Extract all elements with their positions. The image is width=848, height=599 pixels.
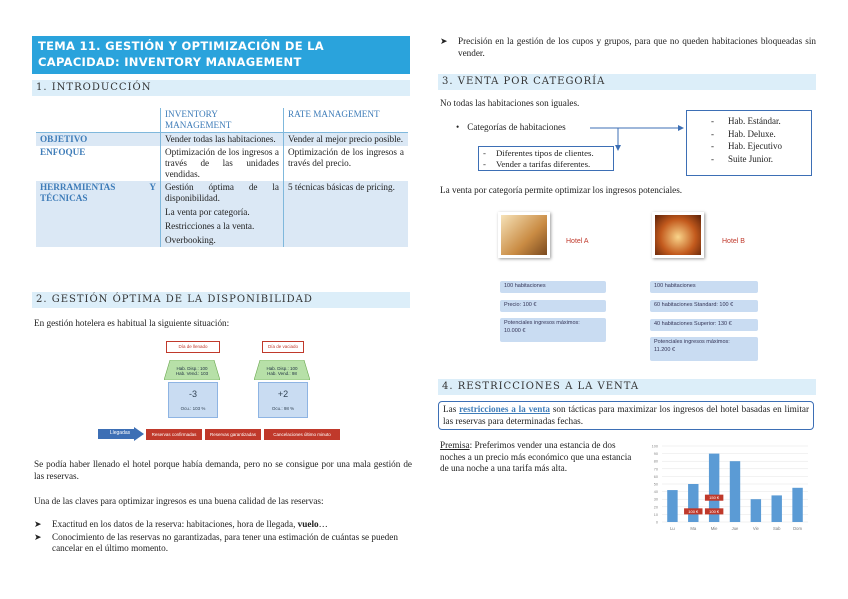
hotel-a-name: Hotel A <box>566 238 589 245</box>
hotel-b-name: Hotel B <box>722 238 745 245</box>
table-header-inventory: INVENTORY MANAGEMENT <box>161 108 284 133</box>
paragraph: No todas las habitaciones son iguales. <box>440 98 580 108</box>
y-tick-label: 70 <box>653 467 658 472</box>
section-heading-restrictions: 4. RESTRICCIONES A LA VENTA <box>438 379 816 395</box>
hotel-a-row: 100 habitaciones <box>500 281 606 293</box>
section-heading-category: 3. VENTA POR CATEGORÍA <box>438 74 816 90</box>
highlight-label: 150 € <box>709 495 720 501</box>
diagram-box-right: Hab. Disp.: 100 Hab. Vend.: 98 <box>266 366 298 376</box>
hotel-a-potential: Potenciales ingresos máximos: 10.000 € <box>500 318 606 342</box>
table-row-label: OBJETIVO <box>40 134 88 144</box>
paragraph: Se podía haber llenado el hotel porque había demanda, pero no se consigue por una mala gestión de las reservas. <box>34 459 412 481</box>
x-tick-label: Dom <box>793 526 802 531</box>
hotel-b-row: 40 habitaciones Superior: 130 € <box>650 319 758 331</box>
hotel-a-image <box>498 212 550 258</box>
y-tick-label: 40 <box>653 490 658 495</box>
bar <box>667 490 677 522</box>
table-cell-line: Restricciones a la venta. <box>165 221 255 231</box>
diagram-col-left: -3 Ocu.: 103 % <box>168 382 218 418</box>
red-label: Reservas garantizadas <box>205 429 261 440</box>
table-row-label: ENFOQUE <box>40 147 86 157</box>
section-heading-availability: 2. GESTIÓN ÓPTIMA DE LA DISPONIBILIDAD <box>32 292 410 308</box>
y-tick-label: 10 <box>653 512 658 517</box>
diagram-col-right: +2 Ocu.: 98 % <box>258 382 308 418</box>
arrow-bullet-icon: ➤ <box>34 531 42 542</box>
bar <box>688 484 698 522</box>
x-tick-label: Lu <box>670 526 675 531</box>
bar <box>751 499 761 522</box>
red-label: Reservas confirmadas <box>146 429 202 440</box>
diagram-label-right: Día de vaciado <box>262 341 304 353</box>
y-tick-label: 60 <box>653 474 658 479</box>
hotel-b-image <box>652 212 704 258</box>
hotel-b-potential: Potenciales ingresos máximos: 11.200 € <box>650 337 758 361</box>
x-tick-label: Ma <box>690 526 697 531</box>
table-header-rate: RATE MANAGEMENT <box>284 108 409 133</box>
table-header-empty <box>36 108 161 133</box>
hotel-b-row: 100 habitaciones <box>650 281 758 293</box>
table-cell: Optimización de los ingresos a través del precio. <box>284 146 409 181</box>
y-tick-label: 0 <box>655 520 658 525</box>
red-label: Cancelaciones último minuto <box>264 429 340 440</box>
table-row-label: HERRAMIENTAS Y TÉCNICAS <box>40 182 156 203</box>
y-tick-label: 90 <box>653 452 658 457</box>
hotel-b-row: 60 habitaciones Standard: 100 € <box>650 300 758 312</box>
paragraph: La venta por categoría permite optimizar los ingresos potenciales. <box>440 185 683 195</box>
paragraph: En gestión hotelera es habitual la siguiente situación: <box>34 318 230 328</box>
list-item: ➤ Conocimiento de las reservas no garantizadas, para tener una estimación de cuántas se pueden cancelar en el último momento. <box>34 531 398 553</box>
table-cell: Vender al mejor precio posible. <box>284 133 409 147</box>
y-tick-label: 80 <box>653 459 658 464</box>
y-tick-label: 50 <box>653 482 658 487</box>
x-tick-label: Vie <box>752 526 759 531</box>
arrow-bullet-icon: ➤ <box>34 519 42 529</box>
bar <box>772 495 782 522</box>
y-tick-label: 30 <box>653 497 658 502</box>
x-tick-label: Sab <box>772 526 781 531</box>
section-heading-intro: 1. INTRODUCCIÓN <box>32 80 410 96</box>
hotel-a-row: Precio: 100 € <box>500 300 606 312</box>
page-title: TEMA 11. GESTIÓN Y OPTIMIZACIÓN DE LA CAPACIDAD: INVENTORY MANAGEMENT <box>32 36 410 74</box>
table-cell-line: Overbooking. <box>165 235 216 245</box>
diagram-box-left: Hab. Disp.: 100 Hab. Vend.: 103 <box>175 366 209 376</box>
list-item: ➤ Precisión en la gestión de los cupos y grupos, para que no queden habitaciones bloqueadas sin vender. <box>440 36 816 58</box>
arrow-label: Llegadas <box>109 430 131 436</box>
restrictions-link[interactable]: restricciones a la venta <box>459 404 551 414</box>
x-tick-label: Mie <box>710 526 718 531</box>
definition-box: Las restricciones a la venta son tácticas para maximizar los ingresos del hotel basadas en limitar las reservas para determinadas fechas. <box>438 401 814 430</box>
comparison-table <box>36 108 408 247</box>
occupancy-bar-chart <box>640 440 812 538</box>
table-cell: Vender todas las habitaciones. <box>161 133 284 147</box>
table-cell-line: Gestión óptima de la disponibilidad. <box>165 182 279 203</box>
availability-diagram <box>98 338 348 444</box>
x-tick-label: Jue <box>731 526 739 531</box>
diagram-label-left: Día de llenado <box>166 341 220 353</box>
table-cell: Optimización de los ingresos a través de las unidades vendidas. <box>161 146 284 181</box>
y-tick-label: 100 <box>651 444 658 449</box>
highlight-label: 100 € <box>709 508 720 514</box>
bar <box>730 461 740 522</box>
category-label: • Categorías de habitaciones <box>456 122 566 132</box>
y-tick-label: 20 <box>653 505 658 510</box>
category-list-box: - Hab. Estándar. - Hab. Deluxe. - Hab. Ejecutivo - Suite Junior. <box>686 110 812 176</box>
highlight-label: 100 € <box>688 508 699 514</box>
paragraph: Una de las claves para optimizar ingresos es una buena calidad de las reservas: <box>34 496 324 506</box>
table-cell-list <box>161 181 284 247</box>
table-cell: 5 técnicas básicas de pricing. <box>284 181 409 247</box>
table-cell-line: La venta por categoría. <box>165 207 250 217</box>
premisa-paragraph: Premisa: Preferimos vender una estancia de dos noches a un precio más económico que una estancia de una noche a una tarifa más alta. <box>440 440 632 473</box>
bar <box>792 488 802 522</box>
arrow-bullet-icon: ➤ <box>440 36 448 46</box>
list-item: ➤ Exactitud en los datos de la reserva: habitaciones, hora de llegada, vuelo… <box>34 519 328 529</box>
bullet-list <box>34 519 412 555</box>
category-subbox: - Diferentes tipos de clientes. - Vender a tarifas diferentes. <box>478 146 614 171</box>
